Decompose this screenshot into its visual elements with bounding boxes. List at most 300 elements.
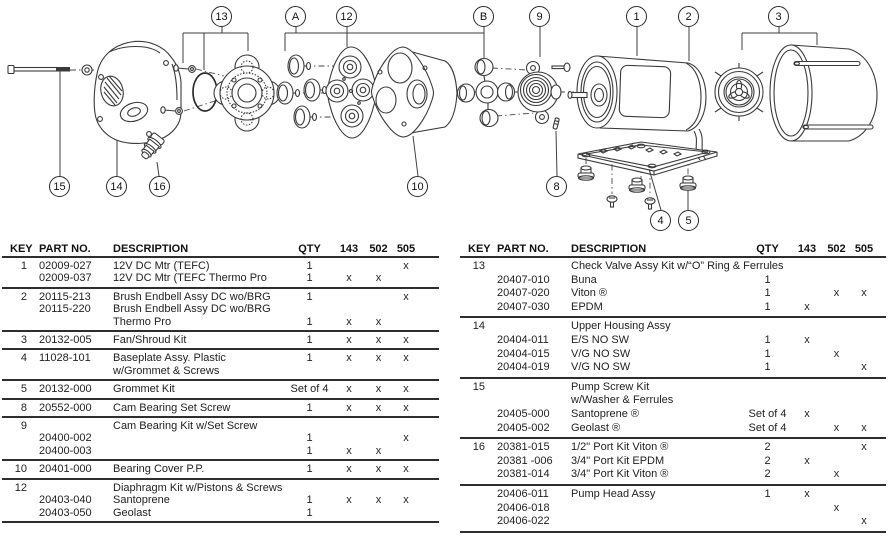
- description-cell: 12V DC Mtr (TEFC Thermo Pro: [113, 272, 267, 285]
- col-505-cell: [849, 381, 879, 395]
- qty-cell: 2: [764, 468, 771, 481]
- qty-cell: [745, 515, 790, 529]
- col-502-cell: x: [833, 287, 840, 300]
- description-cell: 12V DC Mtr (TEFC): [113, 260, 210, 272]
- col-502-cell: [824, 515, 849, 529]
- col-505-cell: [849, 394, 879, 408]
- col-505-cell: [849, 488, 879, 502]
- table-header-row: [2, 242, 439, 256]
- qty-cell: 2: [764, 454, 771, 467]
- col-502-cell: [824, 381, 849, 395]
- key-cell: 8: [20, 401, 27, 414]
- table-row: [2, 303, 439, 315]
- ferrule-plate: [214, 55, 280, 131]
- part-no-cell: 20403-040: [39, 494, 92, 507]
- table-row: [460, 441, 886, 455]
- part-no-cell: [490, 320, 564, 334]
- table-row: [2, 334, 439, 346]
- table-row: [460, 422, 886, 436]
- col-505-cell: [849, 408, 879, 422]
- description-cell: EPDM: [571, 300, 603, 313]
- col-505-cell: [849, 502, 879, 516]
- grommets: [578, 166, 696, 192]
- part-no-cell: 20552-000: [39, 401, 92, 414]
- table-row: [2, 272, 439, 284]
- key-cell: [460, 301, 490, 315]
- callout-1: 1: [626, 6, 647, 27]
- key-cell: 9: [20, 420, 27, 433]
- col-502-cell: x: [375, 352, 382, 365]
- col-502-cell: x: [375, 494, 382, 507]
- col-505-cell: x: [861, 441, 867, 454]
- part-no-cell: 20400-003: [39, 444, 92, 457]
- header-description-cell: DESCRIPTION: [113, 243, 189, 255]
- col-143-cell: [790, 515, 824, 529]
- part-no-cell: 20132-000: [39, 383, 92, 396]
- col-505-cell: x: [403, 432, 409, 445]
- table-row: [460, 502, 886, 516]
- description-cell: Pump Head Assy: [571, 487, 656, 500]
- key-cell: [460, 468, 490, 482]
- table-header-row: [460, 242, 886, 256]
- header-col-143-cell: 143: [339, 243, 359, 255]
- table-row: [460, 408, 886, 422]
- qty-cell: 1: [306, 315, 313, 328]
- table-group: [2, 258, 439, 287]
- part-no-cell: [32, 365, 106, 377]
- table-group: [2, 418, 439, 459]
- header-col-502-cell: 502: [369, 243, 388, 255]
- col-143-cell: x: [346, 494, 352, 507]
- description-cell: Baseplate Assy. Plastic: [113, 352, 226, 365]
- col-502-cell: [824, 301, 849, 315]
- part-no-cell: 02009-027: [39, 260, 92, 272]
- qty-cell: 1: [306, 432, 313, 445]
- description-cell: [564, 515, 745, 529]
- callout-12: 12: [336, 6, 357, 27]
- table-row: [460, 287, 886, 301]
- key-cell: 3: [20, 334, 27, 347]
- table-group: [2, 350, 439, 379]
- description-cell: Thermo Pro: [113, 315, 172, 328]
- table-row: [2, 402, 439, 414]
- col-143-cell: [790, 260, 824, 274]
- col-505-cell: [391, 365, 421, 377]
- col-143-cell: [332, 291, 366, 303]
- description-cell: 1/2" Port Kit Viton ®: [571, 441, 669, 454]
- part-no-cell: [490, 381, 564, 395]
- qty-cell: 1: [764, 273, 771, 286]
- key-cell: 1: [20, 260, 27, 272]
- table-group: [460, 486, 886, 531]
- part-no-cell: [490, 260, 564, 274]
- qty-cell: Set of 4: [290, 383, 329, 396]
- part-no-cell: 20115-220: [39, 303, 91, 316]
- table-row: [460, 515, 886, 529]
- o-ring: [193, 73, 217, 111]
- key-cell: [2, 303, 32, 315]
- description-cell: [564, 502, 745, 516]
- col-143-cell: x: [346, 334, 352, 347]
- col-143-cell: [790, 320, 824, 334]
- table-group: [460, 439, 886, 484]
- table-row: [2, 420, 439, 432]
- part-no-cell: [32, 482, 106, 494]
- callout-A: A: [285, 6, 306, 27]
- parts-table-right: [460, 242, 886, 533]
- header-col-502-cell: 502: [827, 243, 846, 255]
- qty-cell: 1: [306, 506, 313, 519]
- col-505-cell: x: [861, 287, 867, 300]
- qty-cell: 1: [764, 361, 771, 374]
- col-143-cell: x: [804, 487, 810, 500]
- table-group: [460, 318, 886, 376]
- key-cell: [2, 445, 32, 457]
- table-row: [2, 507, 439, 519]
- table-group: [2, 332, 439, 348]
- description-cell: Cam Bearing Kit w/Set Screw: [113, 420, 258, 433]
- part-no-cell: [490, 394, 564, 408]
- table-group: [2, 289, 439, 330]
- exploded-parts-diagram: [0, 0, 889, 240]
- description-cell: Buna: [571, 273, 597, 286]
- key-cell: [2, 316, 32, 328]
- qty-cell: [287, 365, 332, 377]
- qty-cell: [745, 394, 790, 408]
- description-cell: 3/4" Port Kit Viton ®: [571, 468, 669, 481]
- col-143-cell: [332, 260, 366, 272]
- table-row: [2, 291, 439, 303]
- header-col-505-cell: 505: [854, 243, 874, 255]
- part-no-cell: 20406-018: [497, 501, 550, 514]
- table-row: [2, 445, 439, 457]
- part-no-cell: 20132-005: [39, 334, 92, 347]
- table-group: [460, 379, 886, 437]
- description-cell: Check Valve Assy Kit w/“O” Ring & Ferrules: [571, 260, 784, 272]
- description-cell: Upper Housing Assy: [571, 320, 671, 333]
- col-502-cell: [824, 320, 849, 334]
- col-143-cell: [790, 361, 824, 375]
- part-no-cell: 20404-015: [497, 347, 550, 360]
- table-row: [460, 274, 886, 288]
- part-no-cell: 20407-010: [497, 273, 550, 286]
- table-row: [460, 394, 886, 408]
- col-143-cell: x: [346, 315, 352, 328]
- part-no-cell: 20400-002: [39, 432, 92, 445]
- description-cell: Santoprene ®: [571, 407, 640, 420]
- qty-cell: 1: [764, 300, 771, 313]
- description-cell: Pump Screw Kit: [571, 380, 650, 393]
- key-cell: 4: [20, 352, 27, 365]
- col-505-cell: [849, 455, 879, 469]
- description-cell: Diaphragm Kit w/Pistons & Screws: [113, 481, 283, 494]
- col-505-cell: [849, 260, 879, 274]
- col-505-cell: [391, 272, 421, 284]
- parts-table-left: [2, 242, 439, 523]
- table-row: [460, 301, 886, 315]
- col-502-cell: x: [375, 463, 382, 476]
- key-cell: 15: [472, 380, 485, 393]
- description-cell: Brush Endbell Assy DC wo/BRG: [113, 303, 271, 316]
- col-505-cell: x: [403, 290, 409, 303]
- table-row: [2, 316, 439, 328]
- col-502-cell: x: [375, 444, 382, 457]
- col-502-cell: x: [375, 315, 382, 328]
- col-502-cell: x: [375, 272, 382, 285]
- table-rule: [2, 521, 439, 523]
- description-cell: [106, 432, 287, 444]
- col-143-cell: x: [346, 401, 352, 414]
- col-502-cell: x: [833, 468, 840, 481]
- callout-5: 5: [678, 210, 699, 231]
- callout-13: 13: [211, 6, 232, 27]
- col-143-cell: x: [346, 352, 352, 365]
- qty-cell: 1: [306, 401, 313, 414]
- col-502-cell: [824, 455, 849, 469]
- callout-15: 15: [49, 176, 70, 197]
- col-143-cell: [790, 381, 824, 395]
- header-part-no-cell: PART NO.: [497, 243, 549, 255]
- col-502-cell: [824, 408, 849, 422]
- description-cell: Bearing Cover P.P.: [113, 463, 205, 476]
- part-no-cell: 20406-022: [497, 515, 550, 528]
- key-cell: 2: [20, 290, 27, 303]
- key-cell: 14: [472, 320, 485, 333]
- key-cell: 5: [20, 383, 27, 396]
- col-143-cell: [332, 432, 366, 444]
- description-cell: Brush Endbell Assy DC wo/BRG: [113, 290, 271, 303]
- description-cell: E/S NO SW: [571, 333, 630, 346]
- col-502-cell: [824, 441, 849, 455]
- col-502-cell: [366, 303, 391, 315]
- col-502-cell: x: [833, 347, 840, 360]
- col-505-cell: [849, 348, 879, 362]
- key-cell: [460, 515, 490, 529]
- key-cell: 13: [472, 260, 485, 272]
- key-cell: [460, 334, 490, 348]
- col-143-cell: [332, 303, 366, 315]
- col-505-cell: x: [861, 421, 867, 434]
- header-part-no-cell: PART NO.: [39, 243, 91, 255]
- col-143-cell: [332, 365, 366, 377]
- col-505-cell: [391, 303, 421, 315]
- part-no-cell: [32, 420, 106, 432]
- qty-cell: 1: [306, 334, 313, 347]
- key-cell: [460, 455, 490, 469]
- description-cell: Geolast ®: [571, 421, 621, 434]
- col-143-cell: x: [346, 272, 352, 285]
- table-row: [2, 463, 439, 475]
- qty-cell: [287, 303, 332, 315]
- key-cell: [460, 287, 490, 301]
- col-502-cell: x: [833, 421, 840, 434]
- col-143-cell: x: [346, 463, 352, 476]
- table-row: [460, 455, 886, 469]
- part-no-cell: 20404-011: [497, 333, 549, 346]
- part-no-cell: 20403-050: [39, 506, 92, 519]
- description-cell: w/Washer & Ferrules: [571, 394, 674, 407]
- part-no-cell: 20115-213: [39, 290, 91, 303]
- part-no-cell: 20404-019: [497, 361, 550, 374]
- col-505-cell: x: [403, 352, 409, 365]
- col-143-cell: [790, 422, 824, 436]
- col-502-cell: x: [833, 501, 840, 514]
- col-505-cell: [849, 320, 879, 334]
- col-502-cell: x: [375, 401, 382, 414]
- cam-bearing: [518, 62, 570, 124]
- table-group: [2, 480, 439, 521]
- key-cell: 16: [472, 441, 485, 454]
- qty-cell: 1: [306, 290, 313, 303]
- col-143-cell: [332, 507, 366, 519]
- key-cell: [2, 272, 32, 284]
- callout-3: 3: [768, 6, 789, 27]
- cam-set-screw: [553, 118, 560, 130]
- table-row: [2, 352, 439, 364]
- col-502-cell: [824, 361, 849, 375]
- table-row: [2, 260, 439, 272]
- col-502-cell: [824, 274, 849, 288]
- header-key-cell: KEY: [10, 243, 33, 255]
- qty-cell: 1: [764, 347, 771, 360]
- col-505-cell: x: [861, 361, 867, 374]
- qty-cell: 1: [306, 494, 313, 507]
- col-143-cell: [790, 468, 824, 482]
- col-505-cell: [849, 274, 879, 288]
- key-cell: [460, 422, 490, 436]
- lower-housing: [94, 41, 181, 143]
- col-505-cell: x: [403, 260, 409, 272]
- fan: [715, 63, 763, 121]
- callout-2: 2: [678, 6, 699, 27]
- qty-cell: 1: [306, 272, 313, 285]
- fan-shroud: [770, 45, 877, 141]
- key-cell: [460, 408, 490, 422]
- header-qty-cell: QTY: [298, 243, 321, 255]
- qty-cell: [287, 420, 332, 432]
- col-505-cell: x: [403, 383, 409, 396]
- col-502-cell: [366, 420, 391, 432]
- table-row: [2, 432, 439, 444]
- part-no-cell: 11028-101: [39, 352, 91, 365]
- key-cell: [460, 502, 490, 516]
- baseplate: [578, 142, 717, 196]
- table-row: [460, 361, 886, 375]
- part-no-cell: 20407-020: [497, 287, 550, 300]
- col-502-cell: x: [375, 383, 382, 396]
- key-cell: [2, 507, 32, 519]
- qty-cell: [745, 381, 790, 395]
- col-502-cell: [366, 482, 391, 494]
- table-row: [460, 348, 886, 362]
- col-143-cell: x: [804, 454, 810, 467]
- table-row: [460, 260, 886, 274]
- description-cell: V/G NO SW: [571, 347, 631, 360]
- callout-9: 9: [529, 6, 550, 27]
- col-502-cell: [824, 488, 849, 502]
- description-cell: Geolast: [113, 506, 151, 519]
- table-row: [2, 383, 439, 395]
- table-rule: [460, 531, 886, 533]
- table-group: [2, 461, 439, 477]
- table-row: [460, 468, 886, 482]
- col-505-cell: x: [403, 401, 409, 414]
- col-505-cell: x: [403, 494, 409, 507]
- qty-cell: Set of 4: [748, 421, 787, 434]
- col-505-cell: [391, 316, 421, 328]
- header-col-505-cell: 505: [396, 243, 416, 255]
- table-row: [2, 494, 439, 506]
- part-no-cell: 20407-030: [497, 300, 550, 313]
- col-505-cell: [849, 468, 879, 482]
- col-505-cell: [391, 420, 421, 432]
- callout-14: 14: [106, 176, 127, 197]
- baseplate-screws: [607, 196, 655, 209]
- callout-16: 16: [149, 176, 170, 197]
- part-no-cell: 20405-002: [497, 421, 550, 434]
- part-no-cell: 20401-000: [39, 463, 92, 476]
- table-row: [2, 482, 439, 494]
- description-cell: Fan/Shroud Kit: [113, 334, 187, 347]
- table-row: [460, 320, 886, 334]
- part-no-cell: 20381-015: [497, 441, 550, 454]
- bearing-cover-housing: [372, 47, 458, 137]
- qty-cell: [745, 502, 790, 516]
- qty-cell: Set of 4: [748, 407, 787, 420]
- table-group: [2, 400, 439, 416]
- col-143-cell: [790, 287, 824, 301]
- part-no-cell: 20406-011: [497, 487, 549, 500]
- col-143-cell: [790, 348, 824, 362]
- callout-4: 4: [650, 210, 671, 231]
- qty-cell: 1: [306, 260, 313, 272]
- key-cell: [460, 394, 490, 408]
- callout-8: 8: [546, 176, 567, 197]
- col-143-cell: x: [804, 300, 810, 313]
- description-cell: w/Grommet & Screws: [113, 364, 220, 377]
- col-502-cell: [366, 291, 391, 303]
- col-505-cell: [391, 507, 421, 519]
- qty-cell: 1: [764, 487, 771, 500]
- callout-B: B: [473, 6, 494, 27]
- header-key-cell: KEY: [468, 243, 491, 255]
- qty-cell: 1: [306, 444, 313, 457]
- diaphragm-plate: [326, 47, 376, 138]
- col-505-cell: x: [861, 515, 867, 528]
- key-cell: [460, 348, 490, 362]
- col-143-cell: x: [804, 333, 810, 346]
- col-505-cell: [391, 445, 421, 457]
- table-group: [2, 381, 439, 397]
- table-row: [460, 381, 886, 395]
- description-cell: Cam Bearing Set Screw: [113, 401, 231, 414]
- col-143-cell: [790, 502, 824, 516]
- col-502-cell: [366, 432, 391, 444]
- col-502-cell: [366, 260, 391, 272]
- qty-cell: [745, 260, 790, 274]
- key-cell: [2, 432, 32, 444]
- part-no-cell: 02009-037: [39, 272, 92, 285]
- key-cell: 12: [14, 481, 27, 494]
- col-502-cell: [824, 260, 849, 274]
- qty-cell: 1: [764, 333, 771, 346]
- col-502-cell: [824, 394, 849, 408]
- part-no-cell: [32, 316, 106, 328]
- col-505-cell: x: [403, 463, 409, 476]
- qty-cell: 1: [764, 287, 771, 300]
- col-143-cell: [332, 420, 366, 432]
- part-no-cell: 20405-000: [497, 407, 550, 420]
